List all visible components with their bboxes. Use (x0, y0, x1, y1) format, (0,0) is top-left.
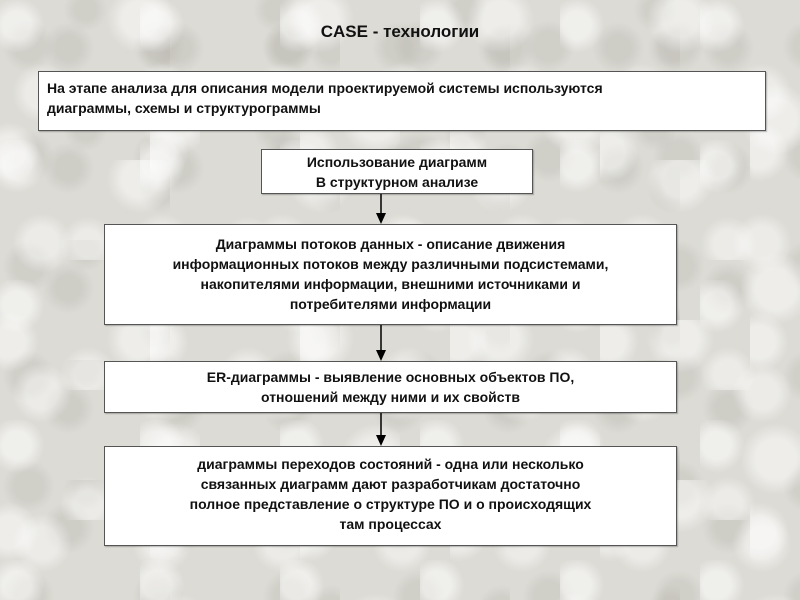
dfd-line: потребителями информации (289, 296, 492, 312)
arrow-dfd-to-er (376, 325, 386, 361)
std-line: там процессах (339, 516, 442, 532)
usage-line: В структурном анализе (315, 174, 479, 190)
er-line: ER-диаграммы - выявление основных объектов ПО, (206, 369, 575, 385)
er-line: отношений между ними и их свойств (260, 389, 520, 405)
std-line: диаграммы переходов состояний - одна или несколько (197, 456, 584, 472)
std-line: полное представление о структуре ПО и о происходящих (189, 496, 592, 512)
dfd-line: информационных потоков между различными подсистемами, (172, 256, 609, 272)
arrow-er-to-std (376, 413, 386, 446)
intro-line: На этапе анализа для описания модели проектируемой системы используются (47, 80, 603, 96)
dfd-line: накопителями информации, внешними источниками и (200, 276, 581, 292)
std-line: связанных диаграмм дают разработчикам достаточно (200, 476, 581, 492)
slide-title: CASE - технологии (320, 22, 480, 41)
intro-line: диаграммы, схемы и структурограммы (47, 100, 321, 116)
usage-line: Использование диаграмм (306, 154, 488, 170)
arrow-usage-to-dfd (376, 194, 386, 224)
dfd-line: Диаграммы потоков данных - описание движения (215, 236, 566, 252)
